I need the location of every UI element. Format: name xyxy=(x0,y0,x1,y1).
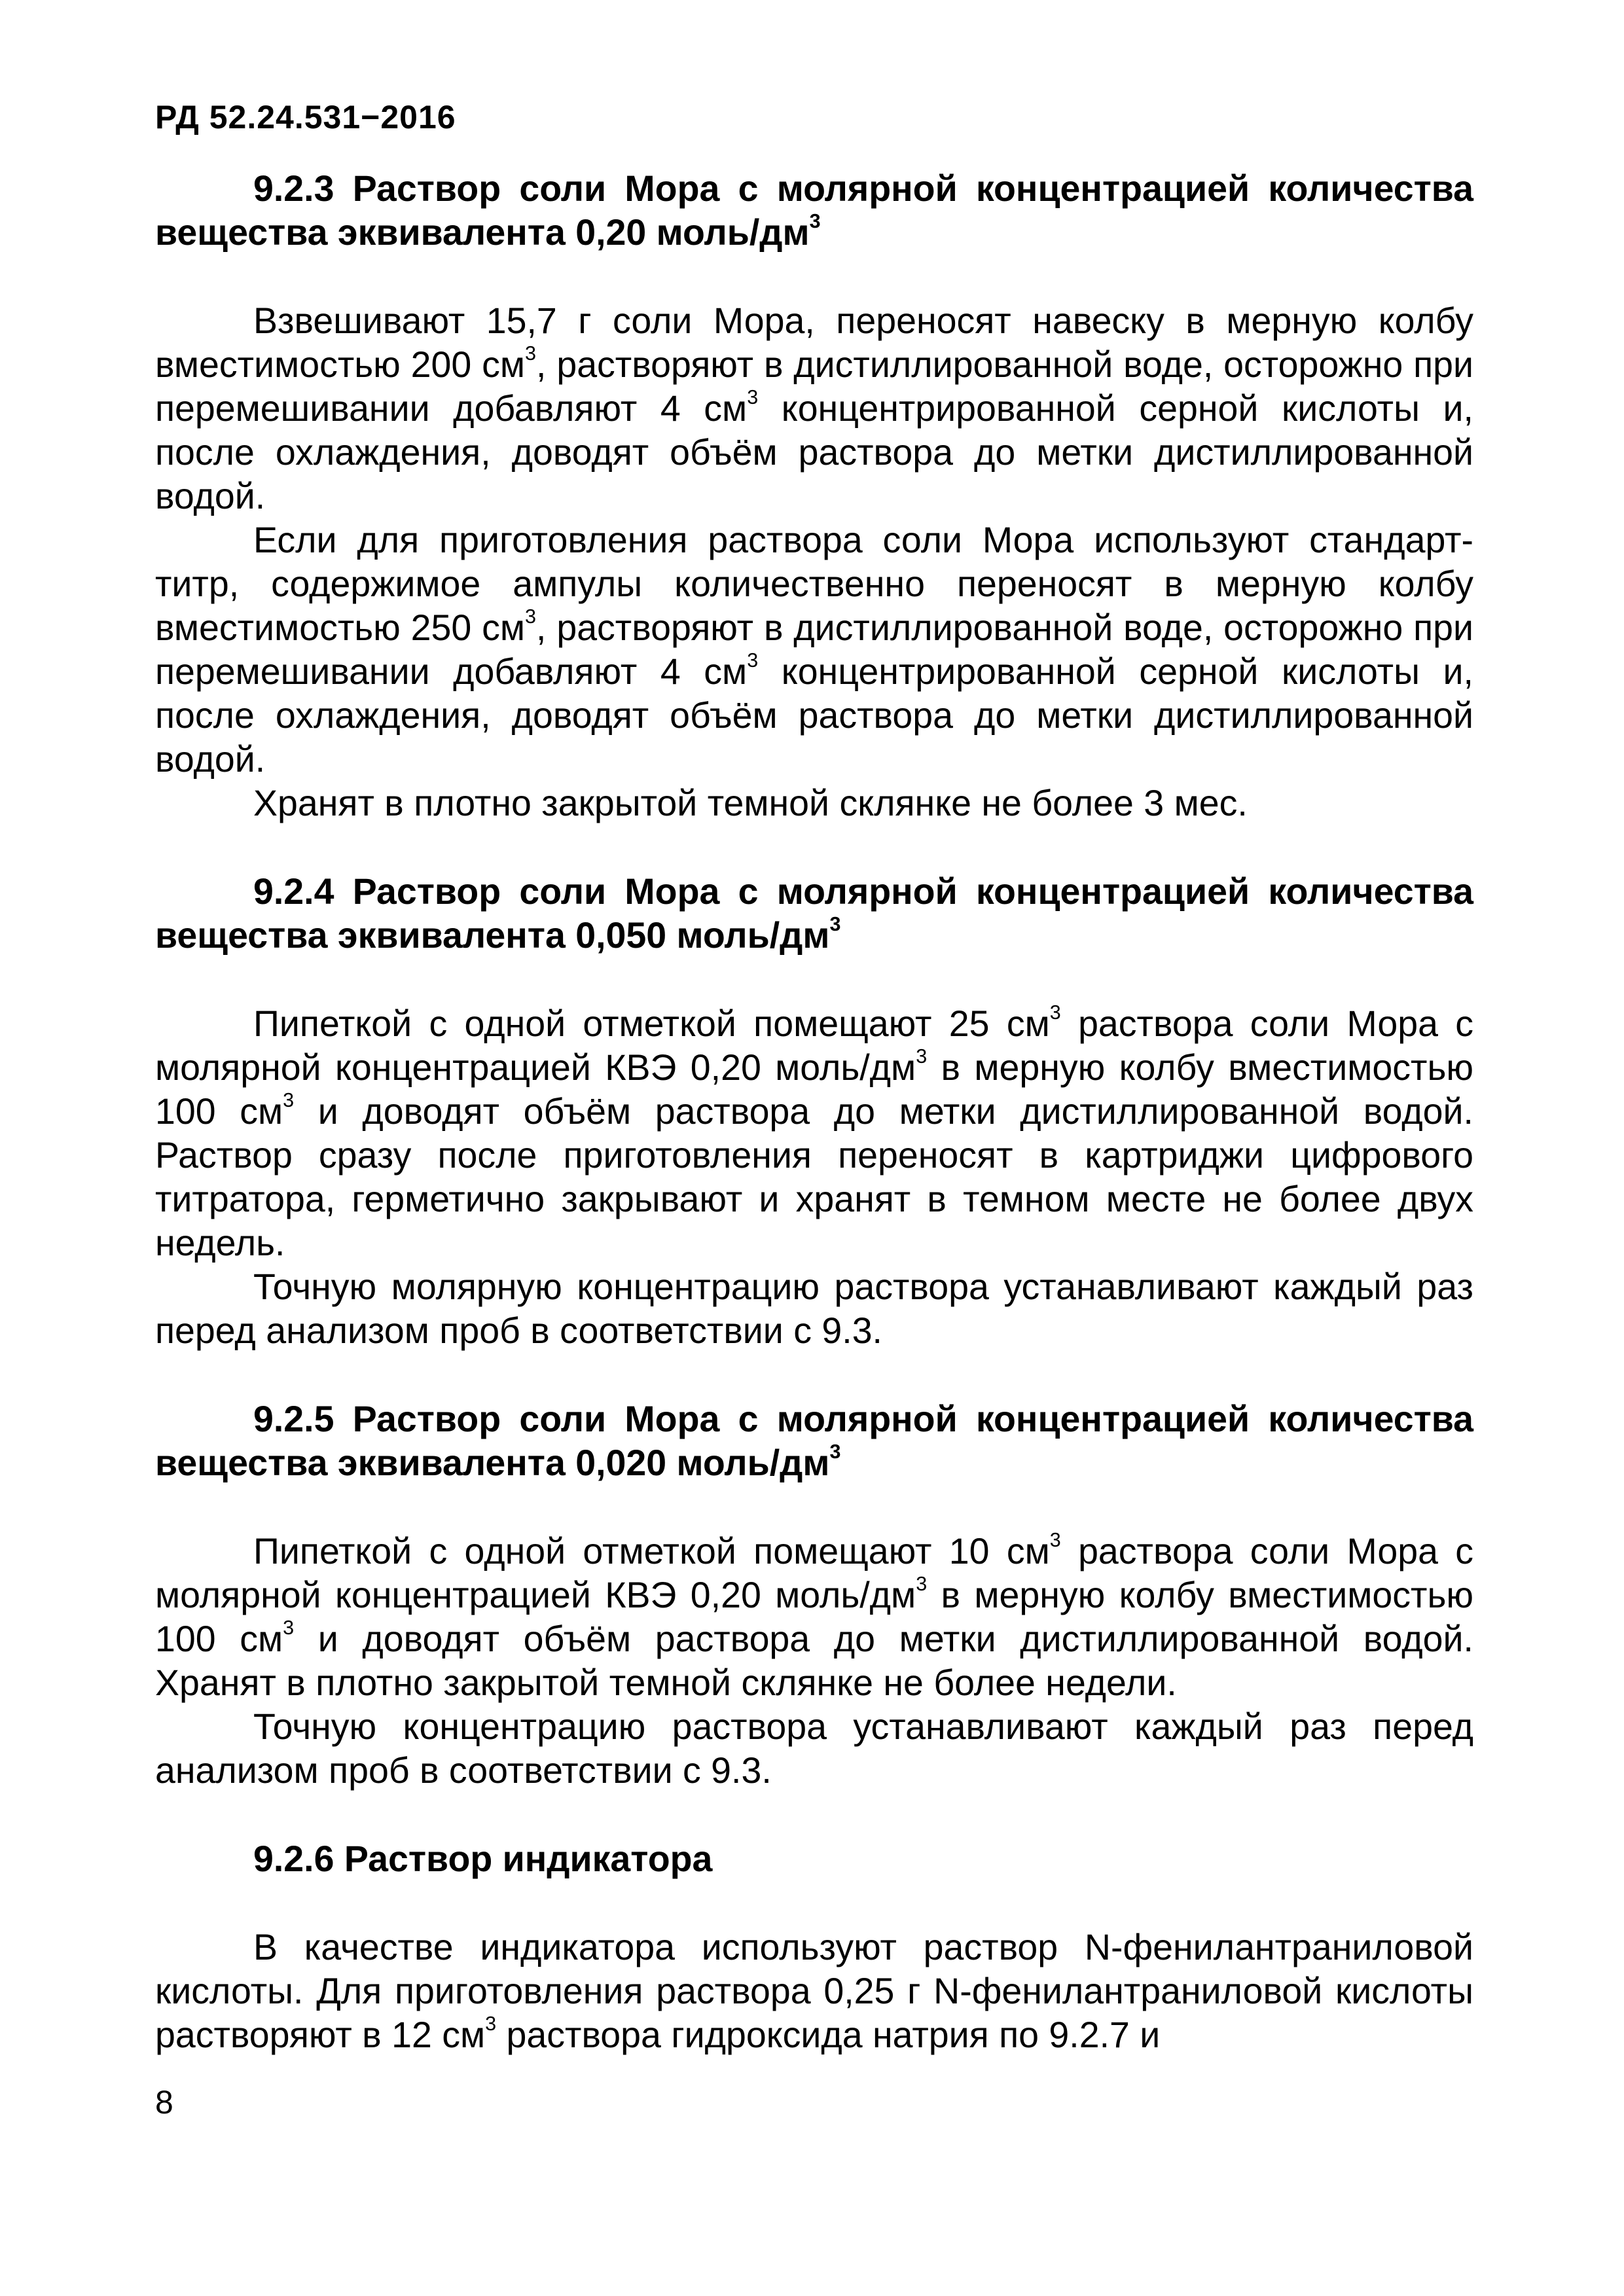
paragraph-9-2-4-concentration: Точную молярную концентрацию раствора устанавливают каждый раз перед анализом проб в соответствии с 9.3. xyxy=(155,1266,1473,1351)
paragraph-9-2-5-concentration: Точную концентрацию раствора устанавливают каждый раз перед анализом проб в соответствии с 9.3. xyxy=(155,1706,1473,1791)
paragraph-9-2-5-preparation: Пипеткой с одной отметкой помещают 10 $см^3$ раствора соли Мора с молярной концентрацией КВЭ 0,20 моль/$дм^3$ в мерную колбу вместимостью 100 $см^3$ и доводят объём раствора до метки дистиллированной водой. Хранят в плотно закрытой темной склянке не более недели. xyxy=(155,1529,1474,1703)
paragraph-9-2-3-weighing: Взвешивают 15,7 г соли Мора, переносят навеску в мерную колбу вместимостью 200 $см^3$, растворяют в дистиллированной воде, осторожно при перемешивании добавляют 4 $см^3$ концентрированной серной кислоты и, после охлаждения, доводят объём раствора до метки дистиллированной водой. xyxy=(155,300,1473,516)
paragraph-9-2-4-preparation: Пипеткой с одной отметкой помещают 25 $см^3$ раствора соли Мора с молярной концентрацией КВЭ 0,20 моль/$дм^3$ в мерную колбу вместимостью 100 $см^3$ и доводят объём раствора до метки дистиллированной водой. Раствор сразу после приготовления переносят в картриджи цифрового титратора, герметично закрывают и хранят в темном месте не более двух недель. xyxy=(155,1001,1474,1263)
section-heading-9-2-6: 9.2.6 Раствор индикатора xyxy=(253,1839,713,1879)
section-heading-9-2-3: 9.2.3 Раствор соли Мора с молярной концентрацией количества вещества эквивалента 0,20 моль/$дм^3$ xyxy=(155,168,1473,253)
section-heading-9-2-4: 9.2.4 Раствор соли Мора с молярной концентрацией количества вещества эквивалента 0,050 моль/$дм^3$ xyxy=(155,871,1473,956)
paragraph-9-2-3-storage: Хранят в плотно закрытой темной склянке не более 3 мес. xyxy=(253,783,1248,823)
document-code-header: РД 52.24.531−2016 xyxy=(155,99,456,135)
paragraph-9-2-6-indicator: В качестве индикатора используют раствор N-фенилантраниловой кислоты. Для приготовления раствора 0,25 г N-фенилантраниловой кислоты растворяют в 12 $см^3$ раствора гидроксида натрия по 9.2.7 и xyxy=(155,1927,1473,2055)
section-heading-9-2-5: 9.2.5 Раствор соли Мора с молярной концентрацией количества вещества эквивалента 0,020 моль/$дм^3$ xyxy=(155,1399,1473,1483)
document-body xyxy=(155,167,1473,2057)
page-number: 8 xyxy=(155,2084,173,2121)
paragraph-9-2-3-standard-titer: Если для приготовления раствора соли Мора используют стандарт-титр, содержимое ампулы количественно переносят в мерную колбу вместимостью 250 $см^3$, растворяют в дистиллированной воде, осторожно при перемешивании добавляют 4 $см^3$ концентрированной серной кислоты и, после охлаждения, доводят объём раствора до метки дистиллированной водой. xyxy=(155,520,1473,780)
